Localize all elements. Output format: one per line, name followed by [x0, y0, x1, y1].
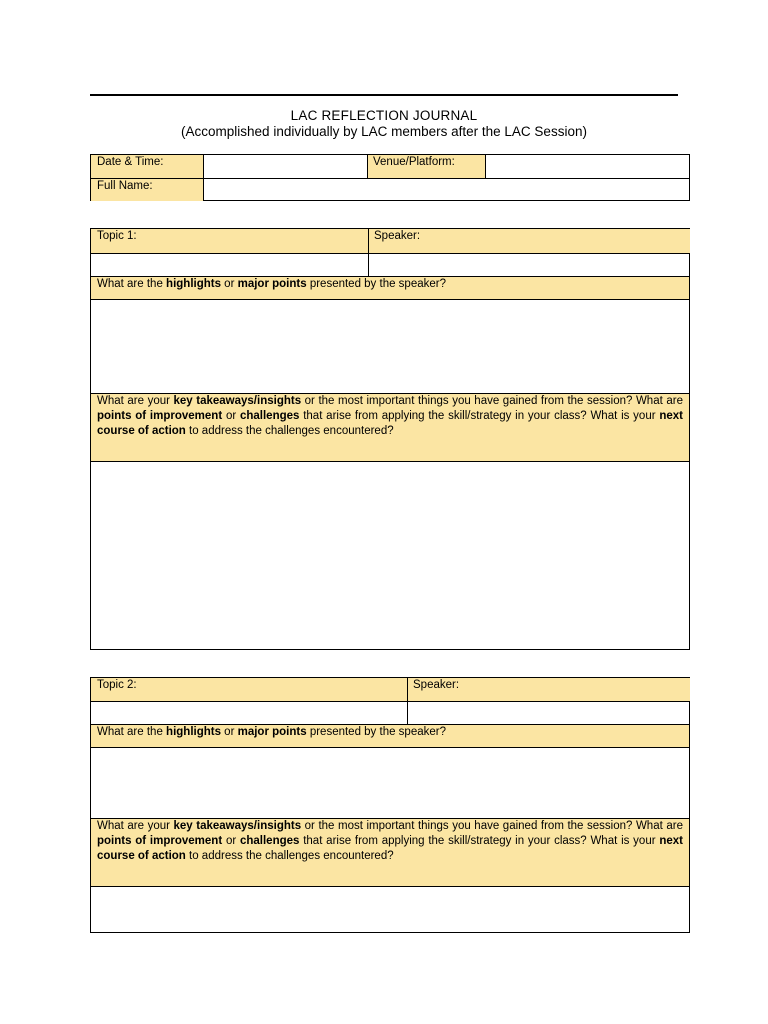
info-table [90, 154, 690, 201]
topic-2-speaker-field[interactable] [407, 701, 690, 724]
topic-1-section [90, 228, 690, 650]
topic-2-label: Topic 2: [91, 678, 407, 701]
topic-2-highlights-question: What are the highlights or major points presented by the speaker? [91, 724, 689, 747]
page-subtitle: (Accomplished individually by LAC members after the LAC Session) [181, 124, 587, 139]
topic-1-highlights-question: What are the highlights or major points presented by the speaker? [91, 276, 689, 299]
topic-2-highlights-answer[interactable] [91, 747, 689, 818]
date-time-field[interactable] [204, 155, 367, 178]
topic-1-takeaways-question: What are your key takeaways/insights or the most important things you have gained from the session? What are points of improvement or challenges that arise from applying the skill/strategy in your class? What is your next course of action to address the challenges encountered? [91, 393, 689, 461]
full-name-field[interactable] [204, 178, 690, 201]
topic-1-label: Topic 1: [91, 229, 368, 253]
topic-2-title-field[interactable] [91, 701, 407, 724]
topic-2-takeaways-question: What are your key takeaways/insights or the most important things you have gained from the session? What are points of improvement or challenges that arise from applying the skill/strategy in your class? What is your next course of action to address the challenges encountered? [91, 818, 689, 886]
topic-1-title-field[interactable] [91, 253, 368, 276]
topic-1-highlights-answer[interactable] [91, 299, 689, 393]
topic-1-speaker-field[interactable] [368, 253, 690, 276]
topic-2-section [90, 677, 690, 933]
venue-platform-label: Venue/Platform: [367, 155, 486, 178]
topic-2-speaker-label: Speaker: [407, 678, 690, 701]
topic-1-takeaways-answer[interactable] [91, 461, 689, 649]
full-name-label: Full Name: [91, 178, 204, 201]
topic-1-speaker-label: Speaker: [368, 229, 690, 253]
header-rule [90, 94, 678, 96]
venue-platform-field[interactable] [486, 155, 690, 178]
page-title: LAC REFLECTION JOURNAL [290, 108, 478, 123]
date-time-label: Date & Time: [91, 155, 204, 178]
topic-2-takeaways-answer[interactable] [91, 886, 689, 932]
